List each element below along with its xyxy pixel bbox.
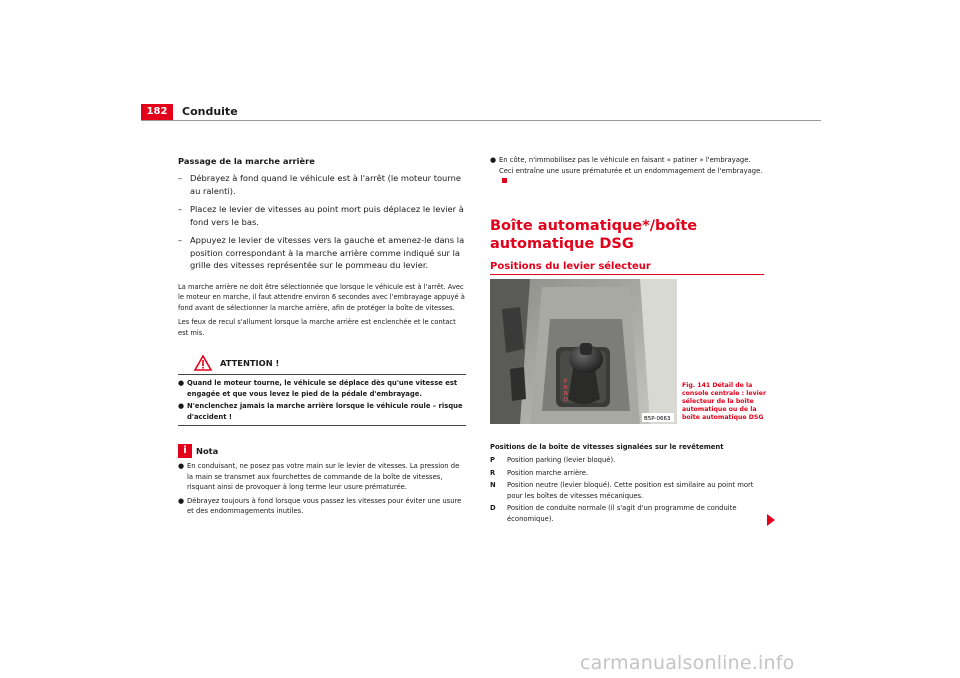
svg-text:R: R bbox=[564, 385, 568, 391]
body-paragraph: Les feux de recul s'allument lorsque la marche arrière est enclenchée et le contact est mis. bbox=[178, 318, 456, 337]
chapter-heading: Boîte automatique*/boîte automatique DSG bbox=[490, 217, 698, 252]
position-row bbox=[490, 503, 766, 524]
step-item bbox=[178, 234, 466, 272]
step-text: Débrayez à fond quand le véhicule est à l'arrêt (le moteur tourne au ralenti). bbox=[190, 173, 461, 196]
position-row bbox=[490, 480, 766, 501]
continued-bullet bbox=[490, 155, 766, 187]
figure-code: B5P-0663 bbox=[644, 416, 671, 422]
selector-lever-figure bbox=[490, 279, 677, 424]
svg-text:N: N bbox=[564, 391, 568, 397]
step-dash: – bbox=[178, 235, 183, 245]
warning-header bbox=[178, 354, 466, 372]
bullet: ● bbox=[178, 379, 185, 387]
position-row bbox=[490, 468, 766, 479]
step-item bbox=[178, 172, 466, 197]
bullet: ● bbox=[178, 462, 185, 470]
right-column bbox=[490, 155, 766, 275]
next-page-arrow-icon[interactable] bbox=[767, 514, 775, 526]
step-text: Placez le levier de vitesses au point mort puis déplacez le levier à fond vers le bas. bbox=[190, 204, 464, 227]
page-number: 182 bbox=[141, 104, 173, 120]
bullet: ● bbox=[178, 496, 185, 505]
positions-block bbox=[490, 442, 766, 526]
warning-item bbox=[178, 378, 466, 399]
svg-text:P: P bbox=[564, 379, 568, 385]
position-key: D bbox=[490, 504, 496, 512]
warning-triangle-icon bbox=[194, 355, 212, 371]
position-text: Position de conduite normale (il s'agit d'un programme de conduite économique). bbox=[507, 504, 737, 523]
note-title: Nota bbox=[196, 446, 219, 456]
bullet: ● bbox=[178, 402, 185, 410]
position-key: P bbox=[490, 456, 495, 464]
step-dash: – bbox=[178, 204, 183, 214]
position-key: N bbox=[490, 481, 496, 489]
running-title: Conduite bbox=[182, 105, 238, 118]
left-column bbox=[178, 155, 466, 517]
step-dash: – bbox=[178, 173, 183, 183]
watermark: carmanualsonline.info bbox=[580, 652, 795, 674]
position-text: Position marche arrière. bbox=[507, 468, 589, 477]
figure-caption: Fig. 141 Détail de la console centrale : levier sélecteur de la boîte automatique ou de la boîte automatique DSG bbox=[682, 382, 767, 421]
position-text: Position neutre (levier bloqué). Cette position est similaire au point mort pour les boîtes de vitesses mécaniques. bbox=[507, 481, 754, 500]
step-text: Appuyez le levier de vitesses vers la gauche et amenez-le dans la position correspondant à la marche arrière comme indiqué sur la grille des vitesses représentée sur le pommeau du levier. bbox=[190, 235, 465, 270]
warning-text: Quand le moteur tourne, le véhicule se déplace dès qu'une vitesse est engagée et que vous levez le pied de la pédale d'embrayage. bbox=[187, 379, 458, 398]
position-key: R bbox=[490, 468, 496, 477]
note-header bbox=[178, 444, 466, 458]
continued-bullet-text: En côte, n'immobilisez pas le véhicule en faisant « patiner » l'embrayage. Ceci entraîne une usure prématurée et un endommagement de l'embrayage. bbox=[499, 156, 763, 175]
warning-bottom-rule bbox=[178, 425, 466, 426]
warning-text: N'enclenchez jamais la marche arrière lorsque le véhicule roule – risque d'accident ! bbox=[187, 402, 463, 421]
header-rule bbox=[141, 120, 821, 121]
selector-lever-illustration bbox=[490, 279, 677, 424]
reverse-gear-heading: Passage de la marche arrière bbox=[178, 156, 315, 166]
note-info-icon: i bbox=[178, 444, 192, 458]
step-item bbox=[178, 203, 466, 228]
warning-top-rule bbox=[178, 374, 466, 375]
note-text: Débrayez toujours à fond lorsque vous passez les vitesses pour éviter une usure et des endommagements inutiles. bbox=[187, 496, 462, 515]
warning-title: ATTENTION ! bbox=[220, 358, 280, 368]
note-item bbox=[178, 461, 466, 493]
note-item bbox=[178, 496, 466, 517]
position-row bbox=[490, 455, 766, 466]
note-text: En conduisant, ne posez pas votre main sur le levier de vitesses. La pression de la main se transmet aux fourchettes de commande de la boîte de vitesses, risquant ainsi de provoquer à long terme leur usure prématurée. bbox=[187, 462, 460, 491]
position-text: Position parking (levier bloqué). bbox=[507, 456, 616, 464]
svg-text:D: D bbox=[564, 397, 568, 403]
body-paragraph: La marche arrière ne doit être sélectionnée que lorsque le véhicule est à l'arrêt. Avec le moteur en marche, il faut attendre environ 6 secondes avec l'embrayage appuyé à fond avant de sélectionner la marche arrière, afin de protéger la boîte de vitesses. bbox=[178, 282, 465, 312]
section-end-marker bbox=[502, 178, 507, 183]
positions-title: Positions de la boîte de vitesses signalées sur le revêtement bbox=[490, 443, 724, 451]
section-heading: Positions du levier sélecteur bbox=[490, 260, 764, 275]
warning-box bbox=[178, 354, 466, 426]
bullet: ● bbox=[490, 156, 497, 164]
warning-item bbox=[178, 401, 466, 422]
